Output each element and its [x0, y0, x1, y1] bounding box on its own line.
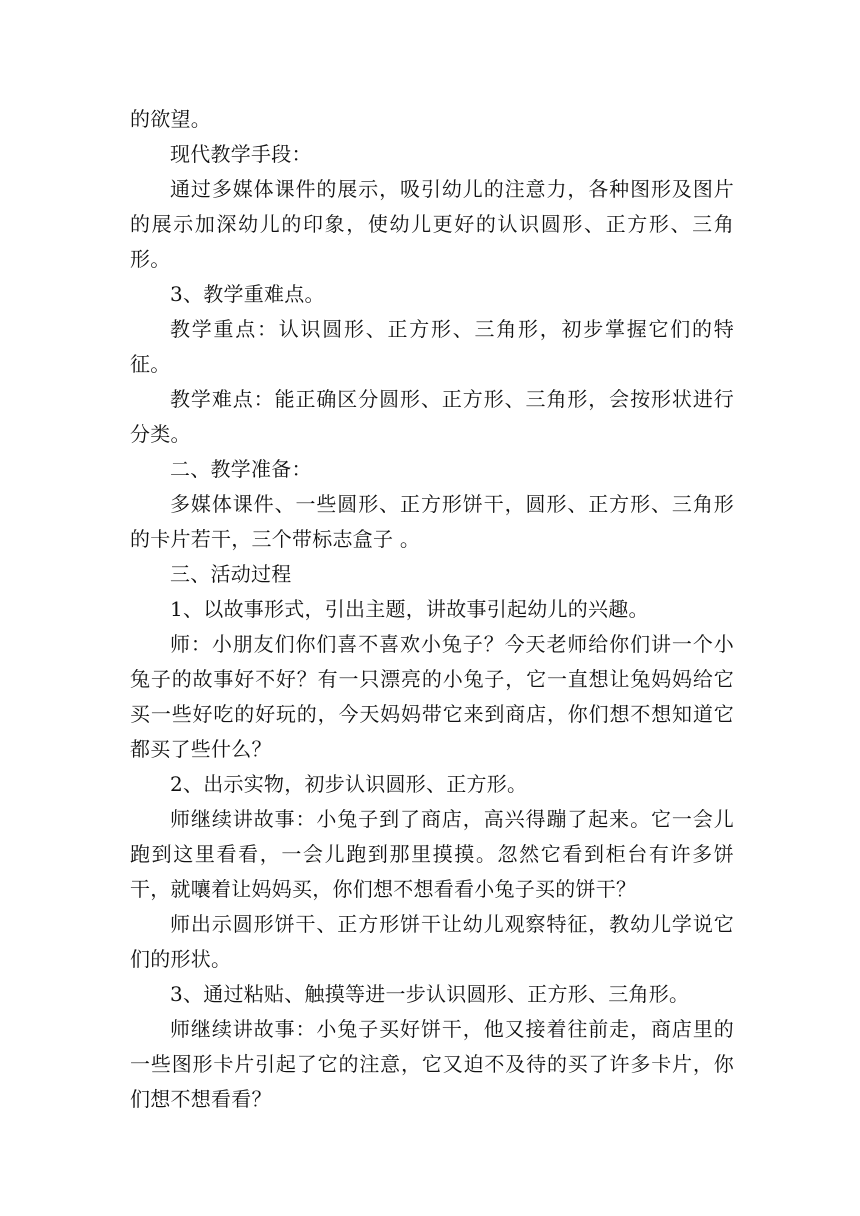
- paragraph-teacher-story-intro: 师：小朋友们你们喜不喜欢小兔子？今天老师给你们讲一个小兔子的故事好不好？有一只漂亮的小兔子，它一直想让兔妈妈给它买一些好吃的好玩的，今天妈妈带它来到商店，你们想不想知道它都买了些什么？: [130, 632, 734, 761]
- paragraph-preparation-heading: 二、教学准备：: [170, 457, 312, 481]
- paragraph-teacher-story-biscuits: 师继续讲故事：小兔子到了商店，高兴得蹦了起来。它一会儿跑到这里看看，一会儿跑到那里摸摸。忽然它看到柜台有许多饼干，就嚷着让妈妈买，你们想不想看看小兔子买的饼干？: [130, 807, 734, 901]
- paragraph-modern-teaching-means-heading: 现代教学手段：: [170, 142, 312, 166]
- paragraph-multimedia-description: 通过多媒体课件的展示，吸引幼儿的注意力，各种图形及图片的展示加深幼儿的印象，使幼儿更好的认识圆形、正方形、三角形。: [130, 177, 734, 271]
- paragraph-step-2: 2、出示实物，初步认识圆形、正方形。: [170, 772, 528, 796]
- document-body: [130, 102, 734, 1117]
- paragraph-teaching-difficulty: 教学难点：能正确区分圆形、正方形、三角形，会按形状进行分类。: [130, 387, 734, 446]
- paragraph-teaching-key-point: 教学重点：认识圆形、正方形、三角形，初步掌握它们的特征。: [130, 317, 734, 376]
- paragraph-preparation-materials: 多媒体课件、一些圆形、正方形饼干，圆形、正方形、三角形的卡片若干，三个带标志盒子 。: [130, 492, 734, 551]
- paragraph-continuation: 的欲望。: [130, 107, 211, 131]
- paragraph-teacher-story-cards: 师继续讲故事：小兔子买好饼干，他又接着往前走，商店里的一些图形卡片引起了它的注意，它又迫不及待的买了许多卡片，你们想不想看看？: [130, 1017, 734, 1111]
- paragraph-step-3: 3、通过粘贴、触摸等进一步认识圆形、正方形、三角形。: [170, 982, 690, 1006]
- paragraph-key-difficult-points-heading: 3、教学重难点。: [170, 282, 325, 306]
- paragraph-show-biscuits: 师出示圆形饼干、正方形饼干让幼儿观察特征，教幼儿学说它们的形状。: [130, 912, 734, 971]
- paragraph-activity-process-heading: 三、活动过程: [170, 562, 292, 586]
- paragraph-step-1: 1、以故事形式，引出主题，讲故事引起幼儿的兴趣。: [170, 597, 649, 621]
